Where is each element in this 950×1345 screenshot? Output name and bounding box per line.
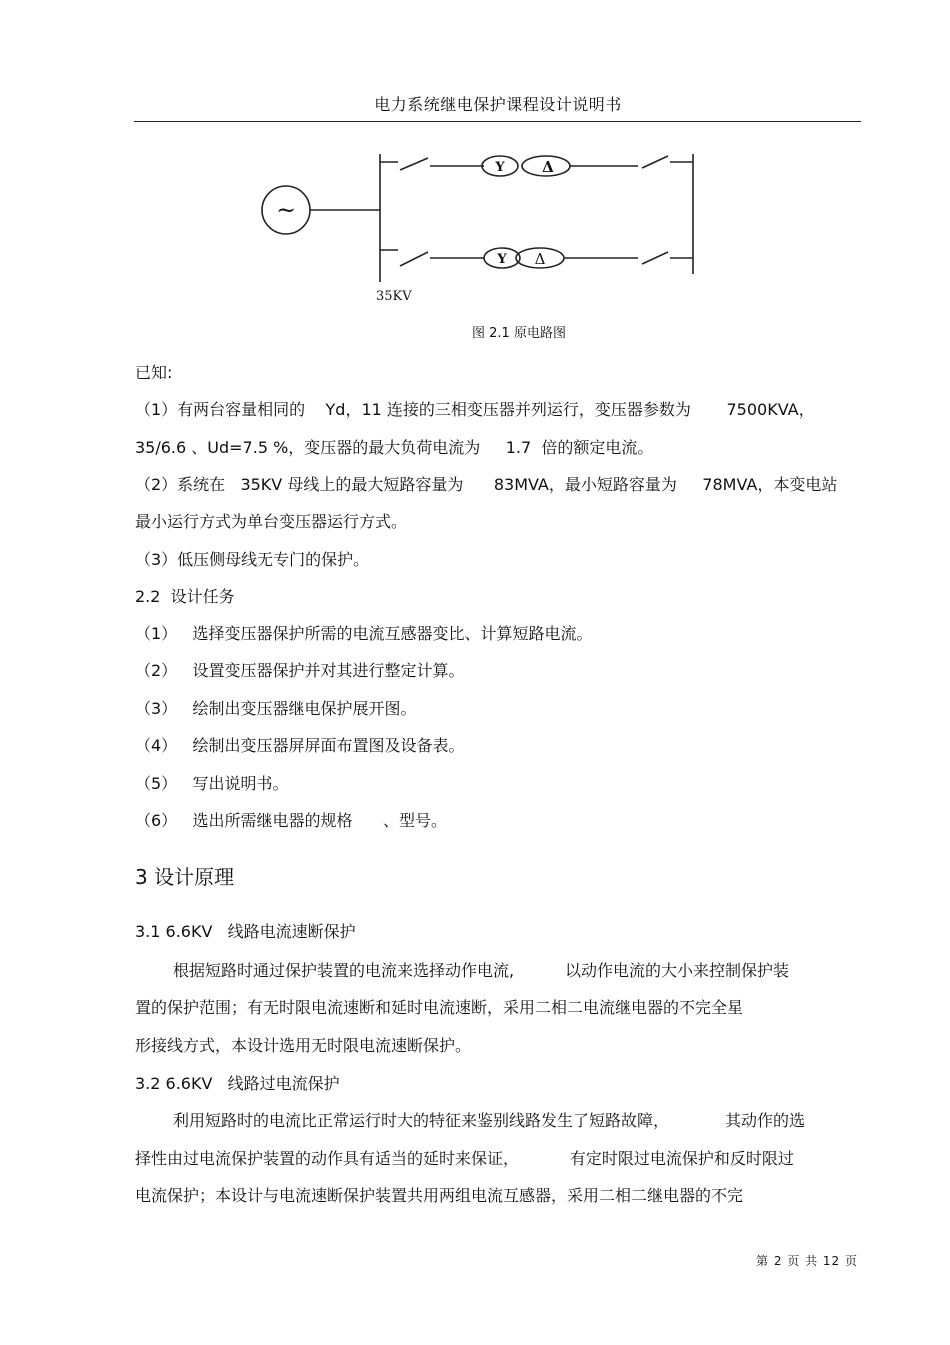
task-item: （3） 绘制出变压器继电保护展开图。 <box>135 699 417 718</box>
generator-glyph: ~ <box>275 196 297 224</box>
paragraph-line: 电流保护；本设计与电流速断保护装置共用两组电流互感器，采用二相二继电器的不完 <box>135 1186 744 1205</box>
task-item: （6） 选出所需继电器的规格 、型号。 <box>135 811 447 830</box>
task-item: （1） 选择变压器保护所需的电流互感器变比、计算短路电流。 <box>135 624 593 643</box>
upper-delta-label: Δ <box>542 158 554 176</box>
figure-caption: 图 2.1 原电路图 <box>472 326 566 341</box>
paragraph-line: 根据短路时通过保护装置的电流来选择动作电流, 以动作电流的大小来控制保护装 <box>173 961 789 980</box>
known-title: 已知: <box>135 363 173 382</box>
bus-label: 35KV <box>376 289 412 304</box>
header-title: 电力系统继电保护课程设计说明书 <box>374 95 622 114</box>
paragraph-line: 置的保护范围；有无时限电流速断和延时电流速断，采用二相二电流继电器的不完全星 <box>135 998 744 1017</box>
lower-delta-label: Δ <box>534 250 546 268</box>
task-item: （5） 写出说明书。 <box>135 774 289 793</box>
section-3-title: 3 设计原理 <box>135 865 235 889</box>
paragraph-line: 利用短路时的电流比正常运行时大的特征来鉴别线路发生了短路故障， 其动作的选 <box>173 1111 805 1130</box>
known-line: （3）低压侧母线无专门的保护。 <box>135 550 370 569</box>
header-rule <box>134 121 861 122</box>
known-line: 35/6.6 、Ud=7.5 %，变压器的最大负荷电流为 1.7 倍的额定电流。 <box>135 438 654 457</box>
known-line: 最小运行方式为单台变压器运行方式。 <box>135 512 408 531</box>
subsection-3-2-title: 3.2 6.6KV 线路过电流保护 <box>135 1074 340 1093</box>
known-line: （1）有两台容量相同的 Yd，11 连接的三相变压器并列运行，变压器参数为 7500KVA， <box>135 400 815 419</box>
page-number: 第 2 页 共 12 页 <box>756 1254 858 1268</box>
subsection-3-1-title: 3.1 6.6KV 线路电流速断保护 <box>135 922 356 941</box>
paragraph-line: 择性由过电流保护装置的动作具有适当的延时来保证， 有定时限过电流保护和反时限过 <box>135 1149 794 1168</box>
lower-y-label: Y <box>497 252 507 267</box>
paragraph-line: 形接线方式，本设计选用无时限电流速断保护。 <box>135 1036 472 1055</box>
circuit-diagram <box>250 140 710 310</box>
known-line: （2）系统在 35KV 母线上的最大短路容量为 83MVA，最小短路容量为 78MVA，本变电站 <box>135 475 838 494</box>
task-item: （4） 绘制出变压器屏屏面布置图及设备表。 <box>135 736 465 755</box>
upper-y-label: Y <box>495 160 505 175</box>
tasks-title: 2.2 设计任务 <box>135 587 235 606</box>
task-item: （2） 设置变压器保护并对其进行整定计算。 <box>135 661 465 680</box>
